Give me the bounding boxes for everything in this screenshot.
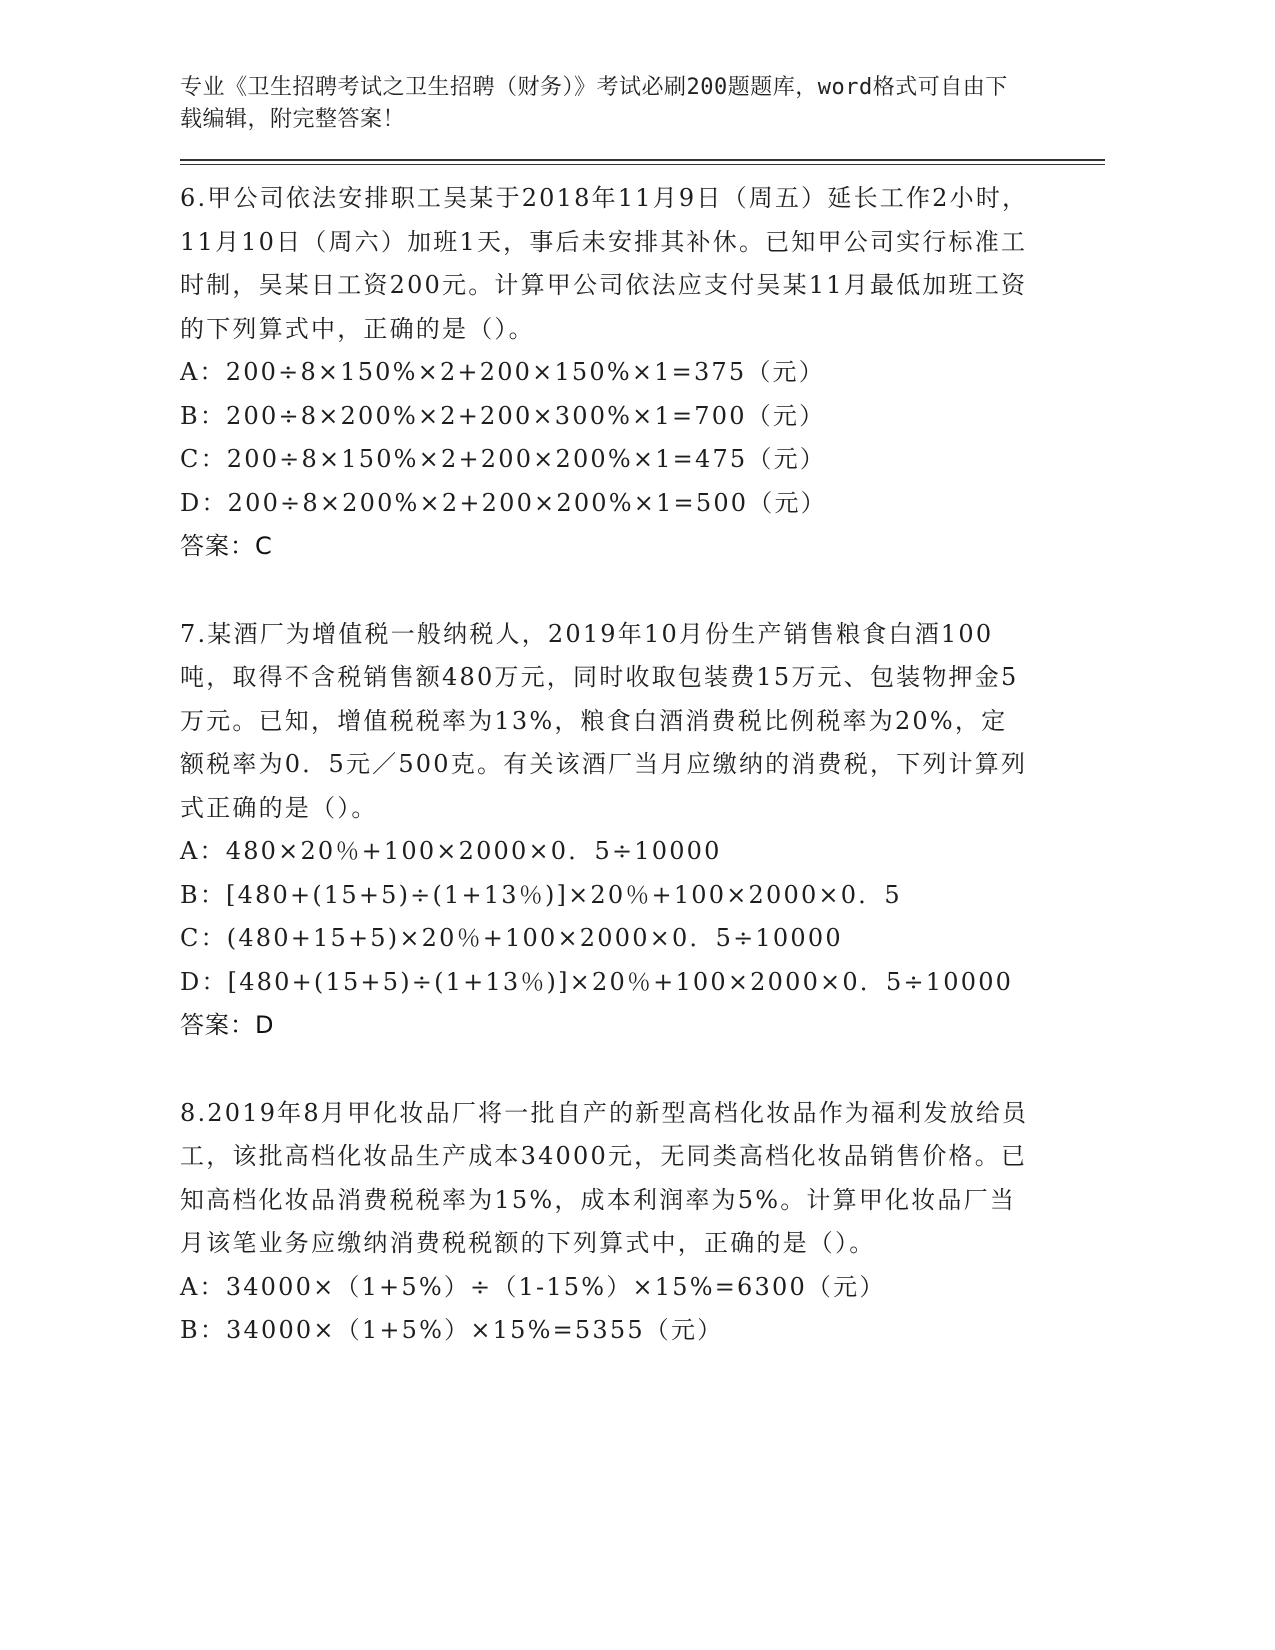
option-d: D：200÷8×200%×2+200×200%×1=500（元） xyxy=(180,488,827,517)
document-page xyxy=(180,72,1105,1353)
answer-line: 答案：D xyxy=(180,1011,275,1039)
header-divider-thin xyxy=(180,164,1105,165)
option-a: A：34000×（1+5%）÷（1-15%）×15%=6300（元） xyxy=(180,1272,886,1301)
option-d: D：[480+(15+5)÷(1+13％)]×20％+100×2000×0．5÷10000 xyxy=(180,967,1014,996)
header-divider-thick xyxy=(180,159,1105,161)
option-b: B：200÷8×200%×2+200×300%×1=700（元） xyxy=(180,401,826,430)
question-stem: 7.某酒厂为增值税一般纳税人，2019年10月份生产销售粮食白酒100吨，取得不含税销售额480万元，同时收取包装费15万元、包装物押金5万元。已知，增值税税率为13%，粮食白酒消费税比例税率为20%，定额税率为0．5元／500克。有关该酒厂当月应缴纳的消费税，下列计算列式正确的是（）。 xyxy=(180,619,1028,822)
question-8 xyxy=(180,1092,1105,1353)
option-b: B：[480+(15+5)÷(1+13％)]×20％+100×2000×0．5 xyxy=(180,880,902,909)
option-c: C：(480+15+5)×20％+100×2000×0．5÷10000 xyxy=(180,924,843,952)
option-a: A：200÷8×150%×2+200×150%×1=375（元） xyxy=(180,358,825,386)
question-stem: 8.2019年8月甲化妆品厂将一批自产的新型高档化妆品作为福利发放给员工，该批高档化妆品生产成本34000元，无同类高档化妆品销售价格。已知高档化妆品消费税税率为15%，成本利润率为5%。计算甲化妆品厂当月该笔业务应缴纳消费税税额的下列算式中，正确的是（）。 xyxy=(180,1098,1029,1257)
option-b: B：34000×（1+5%）×15%=5355（元） xyxy=(180,1316,724,1344)
question-6 xyxy=(180,177,1105,569)
question-7 xyxy=(180,613,1105,1048)
document-header: 专业《卫生招聘考试之卫生招聘（财务）》考试必刷200题题库，word格式可自由下载编辑，附完整答案！ xyxy=(180,75,1008,132)
option-a: A：480×20％+100×2000×0．5÷10000 xyxy=(180,837,722,865)
option-c: C：200÷8×150%×2+200×200%×1=475（元） xyxy=(180,445,826,473)
question-stem: 6.甲公司依法安排职工吴某于2018年11月9日（周五）延长工作2小时，11月10日（周六）加班1天，事后未安排其补休。已知甲公司实行标准工时制，吴某日工资200元。计算甲公司依法应支付吴某11月最低加班工资的下列算式中，正确的是（）。 xyxy=(180,184,1029,343)
answer-line: 答案：C xyxy=(180,532,273,560)
